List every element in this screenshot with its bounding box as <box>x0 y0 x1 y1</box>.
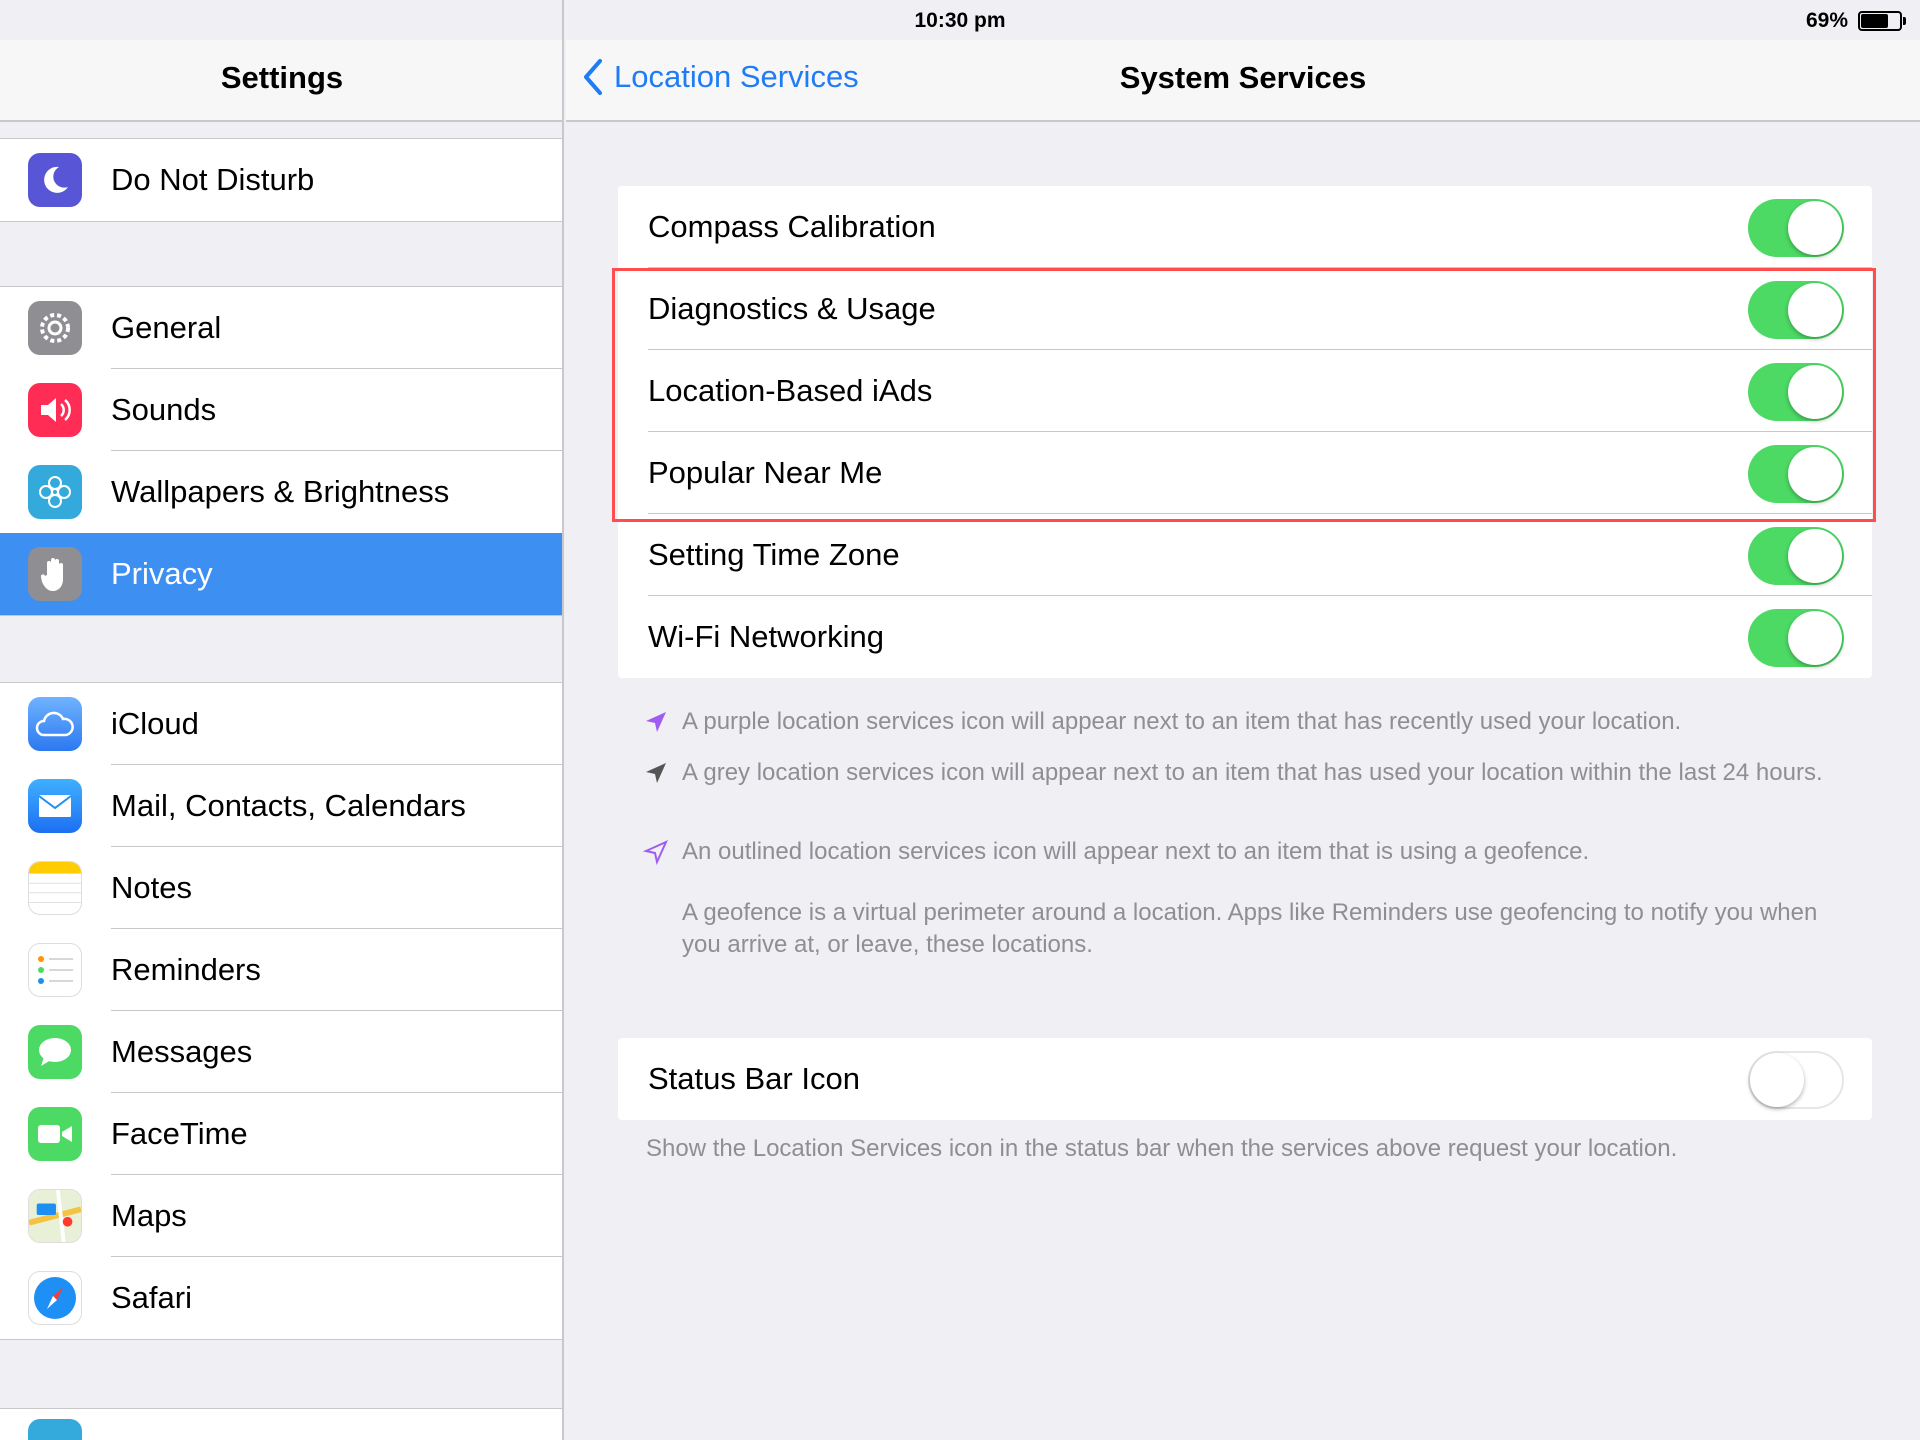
flower-icon <box>28 465 82 519</box>
app-store-icon <box>28 1419 82 1440</box>
service-row-setting-time-zone <box>618 514 1872 596</box>
grey-location-arrow-icon <box>642 759 670 787</box>
row-label: Compass Calibration <box>648 209 936 244</box>
row-label: Setting Time Zone <box>648 537 900 572</box>
sidebar-item-label: Reminders <box>111 952 261 987</box>
sidebar-item-sounds[interactable] <box>0 369 564 451</box>
sidebar-item-messages[interactable] <box>0 1011 564 1093</box>
sidebar-group-1 <box>0 138 564 222</box>
row-label: Location-Based iAds <box>648 373 933 408</box>
gear-icon <box>28 301 82 355</box>
sidebar-item-privacy[interactable] <box>0 533 564 615</box>
sidebar-item-safari[interactable] <box>0 1257 564 1339</box>
sidebar-item-label: Wallpapers & Brightness <box>111 474 450 509</box>
note-grey-icon: A grey location services icon will appear next to an item that has used your location within the last 24 hours. <box>682 759 1823 786</box>
sidebar-item-icloud[interactable] <box>0 683 564 765</box>
sidebar-item-partial <box>0 1408 564 1440</box>
moon-icon <box>28 153 82 207</box>
video-camera-icon <box>28 1107 82 1161</box>
sidebar-item-maps[interactable] <box>0 1175 564 1257</box>
sidebar-item-general[interactable] <box>0 287 564 369</box>
sidebar-group-2 <box>0 286 564 616</box>
sidebar-title: Settings <box>220 60 344 95</box>
status-bar-icon-footer: Show the Location Services icon in the status bar when the services above request your location. <box>646 1135 1678 1162</box>
sidebar-item-wallpapers[interactable] <box>0 451 564 533</box>
sidebar-item-facetime[interactable] <box>0 1093 564 1175</box>
envelope-icon <box>28 779 82 833</box>
sidebar-item-label: General <box>111 310 222 345</box>
notepad-icon <box>28 861 82 915</box>
sidebar-item-label: Notes <box>111 870 192 905</box>
cloud-icon <box>28 697 82 751</box>
row-label: Popular Near Me <box>648 455 883 490</box>
page-title: System Services <box>1119 60 1367 95</box>
sidebar-item-do-not-disturb[interactable] <box>0 139 564 221</box>
sidebar-navbar <box>0 40 564 122</box>
sidebar-item-mail[interactable] <box>0 765 564 847</box>
note-purple-icon: A purple location services icon will appear next to an item that has recently used your location. <box>682 708 1682 735</box>
setting-time-zone-toggle[interactable] <box>1748 527 1844 585</box>
row-label: Wi-Fi Networking <box>648 619 884 654</box>
sidebar-item-reminders[interactable] <box>0 929 564 1011</box>
sidebar-item-label: Safari <box>111 1280 192 1315</box>
status-bar-icon-toggle[interactable] <box>1748 1051 1844 1109</box>
sidebar-item-label: iCloud <box>111 706 199 741</box>
outlined-location-arrow-icon <box>642 838 670 866</box>
sidebar-item-label: Mail, Contacts, Calendars <box>111 788 466 823</box>
row-label: Status Bar Icon <box>648 1061 860 1096</box>
settings-sidebar <box>0 0 564 1440</box>
sidebar-item-notes[interactable] <box>0 847 564 929</box>
main-navbar <box>566 40 1920 122</box>
row-label: Diagnostics & Usage <box>648 291 936 326</box>
status-bar-icon-row <box>618 1038 1872 1120</box>
highlight-box <box>612 268 1876 522</box>
system-services-pane <box>566 0 1920 1440</box>
map-icon <box>28 1189 82 1243</box>
compass-icon <box>28 1271 82 1325</box>
sidebar-item-label: Sounds <box>111 392 217 427</box>
sidebar-item-label: Messages <box>111 1034 253 1069</box>
service-row-compass-calibration <box>618 186 1872 268</box>
sidebar-item-label: FaceTime <box>111 1116 248 1151</box>
note-geofence: A geofence is a virtual perimeter around a location. Apps like Reminders use geofencing to notify you when you arrive at, or leave, these locations. <box>682 899 1818 958</box>
service-row-wifi-networking <box>618 596 1872 678</box>
sidebar-item-label: Do Not Disturb <box>111 162 315 197</box>
compass-calibration-toggle[interactable] <box>1748 199 1844 257</box>
speaker-icon <box>28 383 82 437</box>
clock: 10:30 pm <box>914 9 1006 32</box>
list-icon <box>28 943 82 997</box>
wifi-networking-toggle[interactable] <box>1748 609 1844 667</box>
battery-percent: 69% <box>1805 9 1848 32</box>
sidebar-item-label: Privacy <box>111 556 213 591</box>
back-label: Location Services <box>614 59 859 94</box>
note-outlined-icon: An outlined location services icon will appear next to an item that is using a geofence. <box>682 838 1590 865</box>
status-bar-icon-section <box>618 1038 1872 1120</box>
speech-bubble-icon <box>28 1025 82 1079</box>
sidebar-group-3 <box>0 682 564 1340</box>
hand-icon <box>28 547 82 601</box>
purple-location-arrow-icon <box>642 708 670 736</box>
sidebar-item-label: Maps <box>111 1198 187 1233</box>
